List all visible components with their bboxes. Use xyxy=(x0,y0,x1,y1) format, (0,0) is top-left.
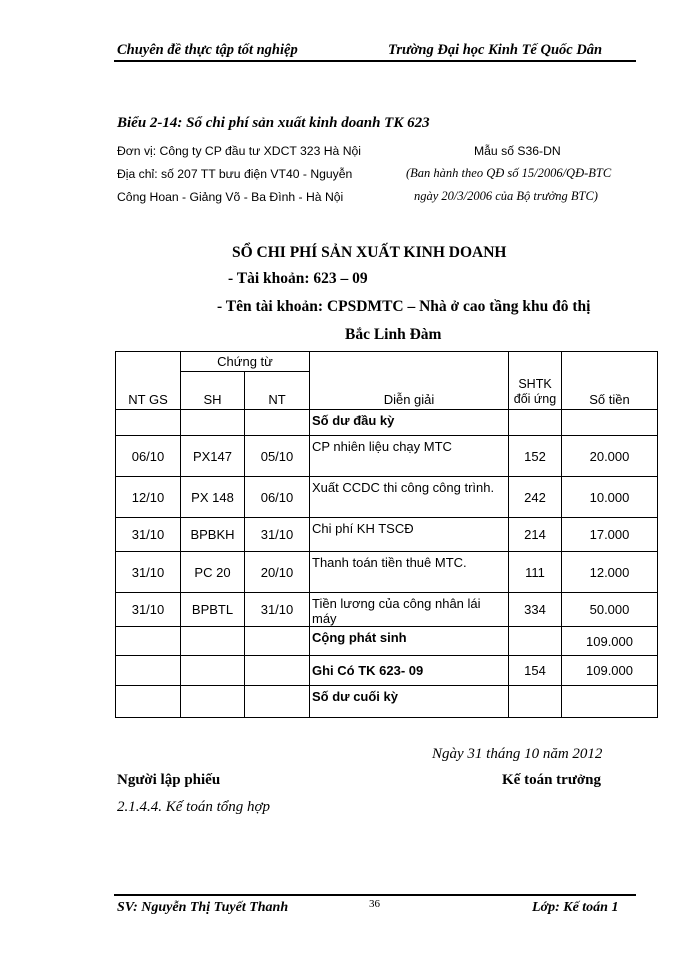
closing-balance-label: Số dư cuối kỳ xyxy=(310,686,509,718)
table-row: 31/10 BPBKH 31/10 Chi phí KH TSCĐ 214 17.000 xyxy=(116,518,658,552)
ledger-table xyxy=(115,351,658,718)
footer-student: SV: Nguyễn Thị Tuyết Thanh xyxy=(117,900,289,915)
header-dien-giai: Diễn giải xyxy=(310,352,509,410)
ledger-account-name: - Tên tài khoản: CPSDMTC – Nhà ở cao tầng khu đô thị xyxy=(217,298,591,315)
opening-balance-label: Số dư đầu kỳ xyxy=(310,410,509,436)
form-code: Mẫu số S36-DN xyxy=(474,144,561,158)
header-shtk: SHTK đối ứng xyxy=(509,352,562,410)
preparer-signature: Người lập phiếu xyxy=(117,772,221,788)
total-label: Cộng phát sinh xyxy=(310,627,509,656)
credit-amount: 109.000 xyxy=(562,656,658,686)
header-sh: SH xyxy=(181,372,245,410)
section-heading: 2.1.4.4. Kế toán tổng hợp xyxy=(117,799,271,815)
ledger-account-name-2: Bắc Linh Đàm xyxy=(345,326,442,343)
ledger-title: SỔ CHI PHÍ SẢN XUẤT KINH DOANH xyxy=(232,244,507,261)
footer-class: Lớp: Kế toán 1 xyxy=(532,900,619,915)
ledger-account: - Tài khoản: 623 – 09 xyxy=(228,270,368,287)
table-row: 06/10 PX147 05/10 CP nhiên liệu chạy MTC 152 20.000 xyxy=(116,436,658,477)
header-right: Trường Đại học Kinh Tế Quốc Dân xyxy=(388,42,603,58)
header-left: Chuyên đề thực tập tốt nghiệp xyxy=(117,42,298,58)
table-row: 12/10 PX 148 06/10 Xuất CCDC thi công công trình. 242 10.000 xyxy=(116,477,658,518)
date-line: Ngày 31 tháng 10 năm 2012 xyxy=(432,746,603,762)
header-so-tien: Số tiền xyxy=(562,352,658,410)
company-address-2: Công Hoan - Giảng Võ - Ba Đình - Hà Nội xyxy=(117,190,344,204)
header-chung-tu: Chứng từ xyxy=(181,352,310,372)
header-rule xyxy=(114,60,636,62)
footer-rule xyxy=(114,894,636,896)
chief-accountant-signature: Kế toán trưởng xyxy=(502,772,601,788)
total-amount: 109.000 xyxy=(562,627,658,656)
form-title: Biểu 2-14: Sổ chi phí sản xuất kinh doanh TK 623 xyxy=(117,115,430,131)
form-issued-2: ngày 20/3/2006 của Bộ trưởng BTC) xyxy=(414,189,598,203)
table-row: 31/10 PC 20 20/10 Thanh toán tiền thuê MTC. 111 12.000 xyxy=(116,552,658,593)
header-nt-gs: NT GS xyxy=(116,352,181,410)
credit-tk: 154 xyxy=(509,656,562,686)
company-unit: Đơn vị: Công ty CP đầu tư XDCT 323 Hà Nội xyxy=(117,144,361,158)
form-issued-1: (Ban hành theo QĐ số 15/2006/QĐ-BTC xyxy=(406,166,612,180)
page-number: 36 xyxy=(369,898,380,910)
header-nt: NT xyxy=(245,372,310,410)
company-address-1: Địa chỉ: số 207 TT bưu điện VT40 - Nguyễn xyxy=(117,167,353,181)
credit-label: Ghi Có TK 623- 09 xyxy=(310,656,509,686)
table-row: 31/10 BPBTL 31/10 Tiền lương của công nhân lái máy 334 50.000 xyxy=(116,593,658,627)
